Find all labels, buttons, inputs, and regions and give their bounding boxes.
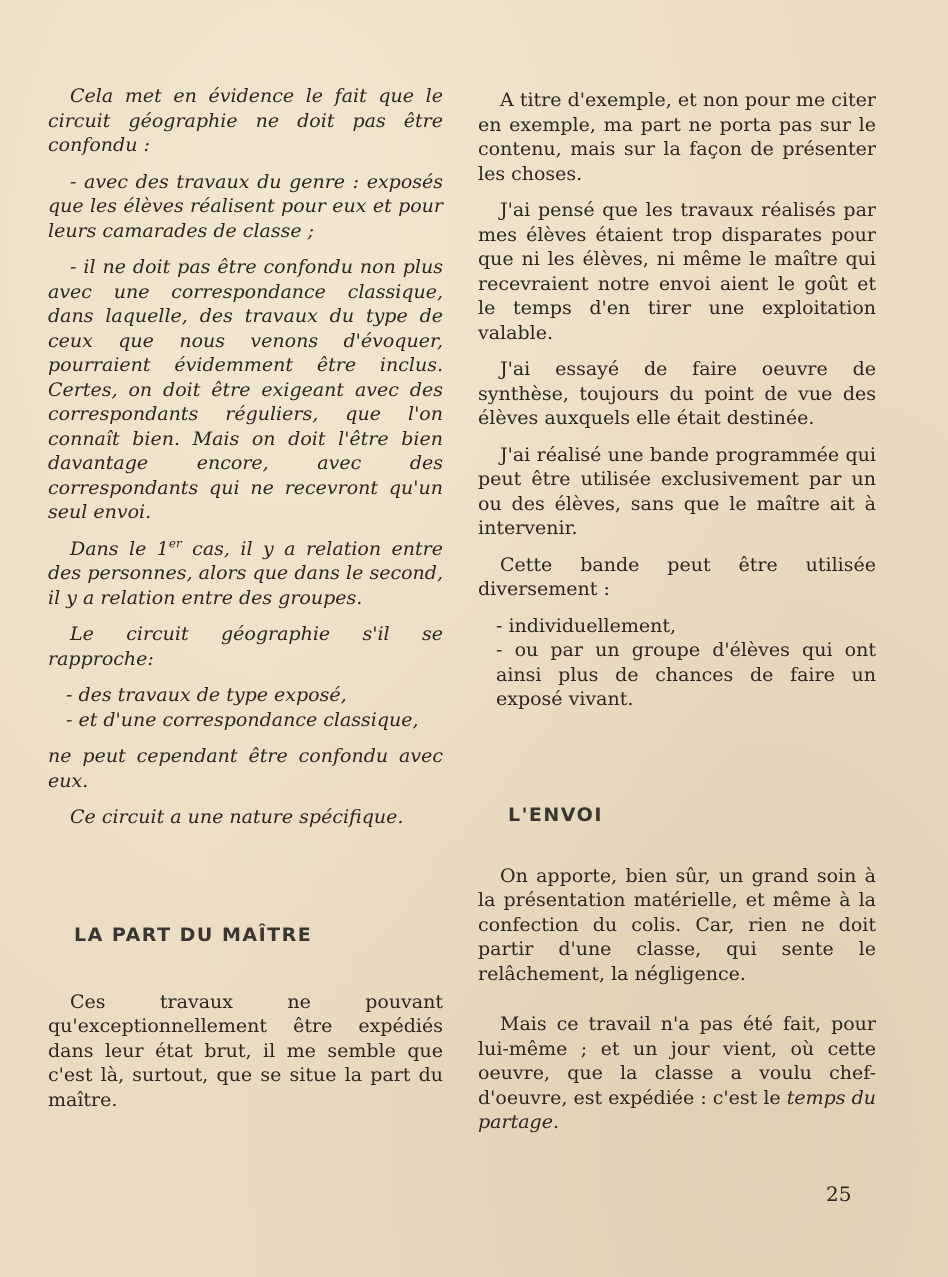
right-column — [478, 88, 876, 1135]
list — [48, 683, 443, 732]
paragraph: ne peut cependant être confondu avec eux. — [48, 745, 443, 792]
list-paragraph: - il ne doit pas être confondu non plus avec une correspondance classique, dans laquelle, des travaux du type de ceux que nous venons d'évoquer, pourraient évidemment être inclus. Certes, on doit être exigeant avec des correspondants réguliers, que l'on connaît bien. Mais on doit l'être bien davantage encore, avec des correspondants qui ne recevront qu'un seul envoi. — [48, 256, 443, 523]
text-run: Dans le 1 — [70, 537, 169, 560]
paragraph: Cette bande peut être utilisée diversement : — [478, 553, 876, 600]
paragraph: J'ai pensé que les travaux réalisés par mes élèves étaient trop disparates pour que ni les élèves, ni même le maître qui recevraient notre envoi aient le goût et le temps d'en tirer une exploitation valable. — [478, 199, 876, 344]
list-paragraph: - avec des travaux du genre : exposés que les élèves réalisent pour eux et pour leurs camarades de classe ; — [48, 170, 443, 242]
section-heading: L'ENVOI — [508, 803, 603, 826]
section-heading: LA PART DU MAÎTRE — [74, 923, 313, 946]
paragraph — [478, 1012, 876, 1135]
paragraph: Cela met en évidence le fait que le circuit géographie ne doit pas être confondu : — [48, 85, 443, 156]
text-run: Mais ce travail n'a pas été fait, pour lui-même ; et un jour vient, où cette oeuvre, que la classe a voulu chef-d'oeuvre, est expédiée : c'est le — [478, 1013, 876, 1109]
paragraph: Ce circuit a une nature spécifique. — [70, 806, 404, 828]
list — [478, 614, 876, 712]
italic-text-run: temps du partage. — [478, 1086, 876, 1133]
list-item: - et d'une correspondance classique, — [66, 708, 419, 731]
list-item: - ou par un groupe d'élèves qui ont ainsi plus de chances de faire un exposé vivant. — [496, 639, 876, 710]
page-number: 25 — [826, 1182, 852, 1206]
superscript: er — [168, 536, 182, 551]
text-run: cas, il y a relation entre des personnes, alors que dans le second, il y a relation entre des groupes. — [48, 537, 443, 609]
paragraph: Le circuit géographie s'il se rapproche: — [48, 623, 443, 670]
paragraph: On apporte, bien sûr, un grand soin à la présentation matérielle, et même à la confection du colis. Car, rien ne doit partir d'une classe, qui sente le relâchement, la négligence. — [478, 864, 876, 985]
paragraph: J'ai réalisé une bande programmée qui peut être utilisée exclusivement par un ou des élèves, sans que le maître ait à intervenir. — [478, 443, 876, 539]
left-column — [48, 84, 443, 1112]
paragraph — [48, 537, 443, 611]
paragraph: Ces travaux ne pouvant qu'exceptionnellement être expédiés dans leur état brut, il me semble que c'est là, surtout, que se situe la part du maître. — [48, 990, 443, 1111]
list-item: - des travaux de type exposé, — [66, 684, 347, 706]
paragraph: A titre d'exemple, et non pour me citer en exemple, ma part ne porta pas sur le contenu, mais sur la façon de présenter les choses. — [478, 89, 876, 185]
paragraph: J'ai essayé de faire oeuvre de synthèse, toujours du point de vue des élèves auxquels elle était destinée. — [478, 358, 876, 429]
list-item: - individuellement, — [496, 614, 677, 637]
